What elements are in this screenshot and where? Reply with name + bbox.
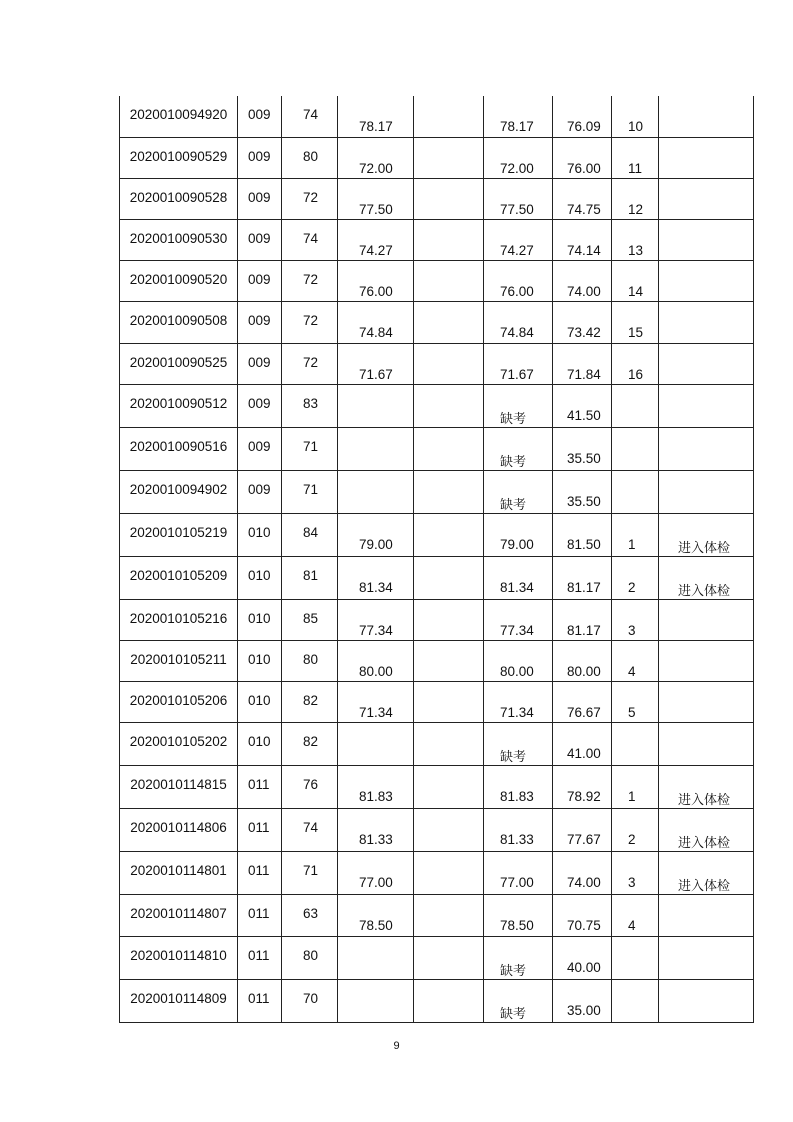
cell-total-score: 81.17	[553, 599, 612, 640]
cell-position-code: 010	[238, 723, 282, 766]
cell-final-interview-score: 缺考	[484, 427, 553, 470]
cell-position-code: 009	[238, 427, 282, 470]
cell-remark: 进入体检	[659, 852, 754, 895]
cell-extra-score	[414, 96, 484, 137]
cell-written-score: 85	[282, 599, 338, 640]
cell-interview-score	[338, 936, 414, 979]
cell-final-interview-score: 81.34	[484, 556, 553, 599]
cell-final-interview-score: 80.00	[484, 641, 553, 682]
cell-final-interview-score: 72.00	[484, 137, 553, 178]
cell-extra-score	[414, 220, 484, 261]
cell-rank: 10	[612, 96, 659, 137]
cell-written-score: 71	[282, 427, 338, 470]
cell-remark	[659, 302, 754, 343]
table-row	[120, 809, 754, 852]
cell-position-code: 009	[238, 137, 282, 178]
cell-written-score: 80	[282, 137, 338, 178]
cell-interview-score: 71.67	[338, 343, 414, 384]
cell-extra-score	[414, 343, 484, 384]
cell-extra-score	[414, 427, 484, 470]
cell-total-score: 35.50	[553, 470, 612, 513]
table-row	[120, 895, 754, 936]
cell-candidate-id: 2020010114815	[120, 766, 238, 809]
cell-final-interview-score: 77.34	[484, 599, 553, 640]
cell-interview-score: 77.00	[338, 852, 414, 895]
cell-candidate-id: 2020010114809	[120, 979, 238, 1022]
cell-written-score: 72	[282, 343, 338, 384]
cell-extra-score	[414, 513, 484, 556]
cell-candidate-id: 2020010090512	[120, 384, 238, 427]
cell-extra-score	[414, 936, 484, 979]
cell-candidate-id: 2020010094920	[120, 96, 238, 137]
cell-rank	[612, 723, 659, 766]
cell-extra-score	[414, 137, 484, 178]
cell-extra-score	[414, 470, 484, 513]
cell-written-score: 82	[282, 723, 338, 766]
cell-remark	[659, 936, 754, 979]
cell-interview-score	[338, 979, 414, 1022]
cell-remark	[659, 384, 754, 427]
cell-remark	[659, 723, 754, 766]
cell-candidate-id: 2020010114806	[120, 809, 238, 852]
cell-remark	[659, 427, 754, 470]
cell-position-code: 009	[238, 220, 282, 261]
cell-total-score: 80.00	[553, 641, 612, 682]
cell-rank	[612, 470, 659, 513]
cell-candidate-id: 2020010090520	[120, 261, 238, 302]
cell-interview-score	[338, 384, 414, 427]
cell-extra-score	[414, 766, 484, 809]
cell-total-score: 81.17	[553, 556, 612, 599]
cell-total-score: 74.00	[553, 852, 612, 895]
cell-remark: 进入体检	[659, 513, 754, 556]
cell-candidate-id: 2020010090530	[120, 220, 238, 261]
cell-total-score: 78.92	[553, 766, 612, 809]
table-row	[120, 682, 754, 723]
cell-extra-score	[414, 556, 484, 599]
cell-rank	[612, 936, 659, 979]
table-body	[120, 96, 754, 1022]
table-row	[120, 852, 754, 895]
cell-extra-score	[414, 682, 484, 723]
cell-rank: 3	[612, 852, 659, 895]
cell-position-code: 009	[238, 96, 282, 137]
cell-position-code: 009	[238, 302, 282, 343]
cell-remark	[659, 599, 754, 640]
cell-total-score: 74.14	[553, 220, 612, 261]
cell-candidate-id: 2020010114807	[120, 895, 238, 936]
cell-remark	[659, 261, 754, 302]
cell-remark	[659, 979, 754, 1022]
score-table	[119, 96, 754, 1023]
cell-remark	[659, 641, 754, 682]
cell-remark: 进入体检	[659, 556, 754, 599]
cell-final-interview-score: 缺考	[484, 470, 553, 513]
cell-total-score: 70.75	[553, 895, 612, 936]
cell-written-score: 83	[282, 384, 338, 427]
cell-rank: 13	[612, 220, 659, 261]
cell-interview-score	[338, 470, 414, 513]
cell-total-score: 73.42	[553, 302, 612, 343]
table-row	[120, 384, 754, 427]
cell-candidate-id: 2020010090508	[120, 302, 238, 343]
cell-rank	[612, 384, 659, 427]
cell-extra-score	[414, 895, 484, 936]
cell-position-code: 011	[238, 895, 282, 936]
cell-rank: 1	[612, 766, 659, 809]
cell-position-code: 009	[238, 178, 282, 219]
table-row	[120, 96, 754, 137]
cell-total-score: 71.84	[553, 343, 612, 384]
cell-remark	[659, 96, 754, 137]
cell-final-interview-score: 74.27	[484, 220, 553, 261]
cell-total-score: 76.09	[553, 96, 612, 137]
cell-rank: 16	[612, 343, 659, 384]
cell-position-code: 011	[238, 809, 282, 852]
cell-written-score: 63	[282, 895, 338, 936]
cell-extra-score	[414, 261, 484, 302]
cell-interview-score: 76.00	[338, 261, 414, 302]
cell-final-interview-score: 缺考	[484, 979, 553, 1022]
cell-interview-score: 74.84	[338, 302, 414, 343]
cell-extra-score	[414, 178, 484, 219]
cell-final-interview-score: 74.84	[484, 302, 553, 343]
cell-interview-score: 74.27	[338, 220, 414, 261]
cell-interview-score: 78.50	[338, 895, 414, 936]
cell-rank: 12	[612, 178, 659, 219]
cell-candidate-id: 2020010105209	[120, 556, 238, 599]
cell-position-code: 009	[238, 261, 282, 302]
cell-interview-score: 77.34	[338, 599, 414, 640]
cell-candidate-id: 2020010090525	[120, 343, 238, 384]
cell-interview-score: 79.00	[338, 513, 414, 556]
table-row	[120, 470, 754, 513]
cell-rank: 1	[612, 513, 659, 556]
cell-written-score: 71	[282, 470, 338, 513]
cell-final-interview-score: 81.83	[484, 766, 553, 809]
cell-remark: 进入体检	[659, 809, 754, 852]
cell-final-interview-score: 78.50	[484, 895, 553, 936]
cell-written-score: 74	[282, 220, 338, 261]
cell-interview-score: 78.17	[338, 96, 414, 137]
cell-written-score: 71	[282, 852, 338, 895]
cell-remark	[659, 137, 754, 178]
cell-extra-score	[414, 302, 484, 343]
cell-final-interview-score: 71.67	[484, 343, 553, 384]
cell-written-score: 72	[282, 302, 338, 343]
cell-rank: 2	[612, 809, 659, 852]
cell-total-score: 76.00	[553, 137, 612, 178]
cell-remark	[659, 343, 754, 384]
cell-candidate-id: 2020010090528	[120, 178, 238, 219]
cell-position-code: 010	[238, 682, 282, 723]
cell-extra-score	[414, 641, 484, 682]
table-row	[120, 979, 754, 1022]
cell-remark: 进入体检	[659, 766, 754, 809]
cell-position-code: 010	[238, 641, 282, 682]
cell-rank: 4	[612, 641, 659, 682]
table-row	[120, 178, 754, 219]
cell-final-interview-score: 79.00	[484, 513, 553, 556]
cell-interview-score: 81.33	[338, 809, 414, 852]
cell-final-interview-score: 76.00	[484, 261, 553, 302]
cell-position-code: 011	[238, 936, 282, 979]
table-row	[120, 302, 754, 343]
cell-position-code: 009	[238, 384, 282, 427]
cell-candidate-id: 2020010090529	[120, 137, 238, 178]
cell-interview-score	[338, 427, 414, 470]
cell-final-interview-score: 缺考	[484, 384, 553, 427]
cell-rank	[612, 979, 659, 1022]
cell-final-interview-score: 77.50	[484, 178, 553, 219]
cell-written-score: 74	[282, 96, 338, 137]
cell-final-interview-score: 缺考	[484, 723, 553, 766]
cell-position-code: 010	[238, 556, 282, 599]
cell-interview-score: 81.83	[338, 766, 414, 809]
cell-candidate-id: 2020010105219	[120, 513, 238, 556]
cell-written-score: 82	[282, 682, 338, 723]
table-row	[120, 220, 754, 261]
cell-position-code: 011	[238, 766, 282, 809]
cell-written-score: 72	[282, 178, 338, 219]
cell-final-interview-score: 81.33	[484, 809, 553, 852]
cell-candidate-id: 2020010105202	[120, 723, 238, 766]
cell-total-score: 40.00	[553, 936, 612, 979]
page-number: 9	[393, 1040, 400, 1052]
cell-written-score: 81	[282, 556, 338, 599]
cell-rank: 14	[612, 261, 659, 302]
table-row	[120, 723, 754, 766]
cell-extra-score	[414, 852, 484, 895]
cell-rank: 2	[612, 556, 659, 599]
cell-rank: 3	[612, 599, 659, 640]
cell-extra-score	[414, 809, 484, 852]
cell-written-score: 70	[282, 979, 338, 1022]
cell-rank: 5	[612, 682, 659, 723]
cell-written-score: 76	[282, 766, 338, 809]
cell-interview-score: 77.50	[338, 178, 414, 219]
cell-candidate-id: 2020010105216	[120, 599, 238, 640]
cell-remark	[659, 178, 754, 219]
table-row	[120, 936, 754, 979]
cell-total-score: 74.75	[553, 178, 612, 219]
cell-candidate-id: 2020010114810	[120, 936, 238, 979]
table-row	[120, 766, 754, 809]
table-row	[120, 427, 754, 470]
cell-total-score: 81.50	[553, 513, 612, 556]
cell-written-score: 80	[282, 641, 338, 682]
cell-interview-score: 71.34	[338, 682, 414, 723]
table-row	[120, 556, 754, 599]
table-row	[120, 261, 754, 302]
cell-written-score: 74	[282, 809, 338, 852]
cell-candidate-id: 2020010105211	[120, 641, 238, 682]
table-row	[120, 641, 754, 682]
cell-candidate-id: 2020010114801	[120, 852, 238, 895]
cell-written-score: 84	[282, 513, 338, 556]
cell-extra-score	[414, 979, 484, 1022]
cell-position-code: 009	[238, 470, 282, 513]
cell-total-score: 35.50	[553, 427, 612, 470]
cell-position-code: 011	[238, 979, 282, 1022]
cell-remark	[659, 220, 754, 261]
cell-written-score: 80	[282, 936, 338, 979]
cell-final-interview-score: 78.17	[484, 96, 553, 137]
cell-interview-score: 80.00	[338, 641, 414, 682]
table-row	[120, 599, 754, 640]
cell-candidate-id: 2020010090516	[120, 427, 238, 470]
cell-interview-score: 72.00	[338, 137, 414, 178]
cell-position-code: 010	[238, 599, 282, 640]
cell-rank: 4	[612, 895, 659, 936]
cell-remark	[659, 470, 754, 513]
cell-interview-score: 81.34	[338, 556, 414, 599]
cell-total-score: 41.50	[553, 384, 612, 427]
cell-extra-score	[414, 384, 484, 427]
cell-final-interview-score: 71.34	[484, 682, 553, 723]
cell-position-code: 011	[238, 852, 282, 895]
cell-position-code: 010	[238, 513, 282, 556]
cell-candidate-id: 2020010094902	[120, 470, 238, 513]
cell-total-score: 77.67	[553, 809, 612, 852]
cell-candidate-id: 2020010105206	[120, 682, 238, 723]
cell-extra-score	[414, 723, 484, 766]
cell-rank	[612, 427, 659, 470]
cell-extra-score	[414, 599, 484, 640]
cell-total-score: 35.00	[553, 979, 612, 1022]
cell-rank: 15	[612, 302, 659, 343]
table-row	[120, 137, 754, 178]
cell-position-code: 009	[238, 343, 282, 384]
cell-interview-score	[338, 723, 414, 766]
cell-final-interview-score: 77.00	[484, 852, 553, 895]
cell-total-score: 74.00	[553, 261, 612, 302]
cell-final-interview-score: 缺考	[484, 936, 553, 979]
cell-total-score: 76.67	[553, 682, 612, 723]
cell-rank: 11	[612, 137, 659, 178]
table-row	[120, 343, 754, 384]
cell-remark	[659, 895, 754, 936]
cell-total-score: 41.00	[553, 723, 612, 766]
table-row	[120, 513, 754, 556]
cell-written-score: 72	[282, 261, 338, 302]
cell-remark	[659, 682, 754, 723]
